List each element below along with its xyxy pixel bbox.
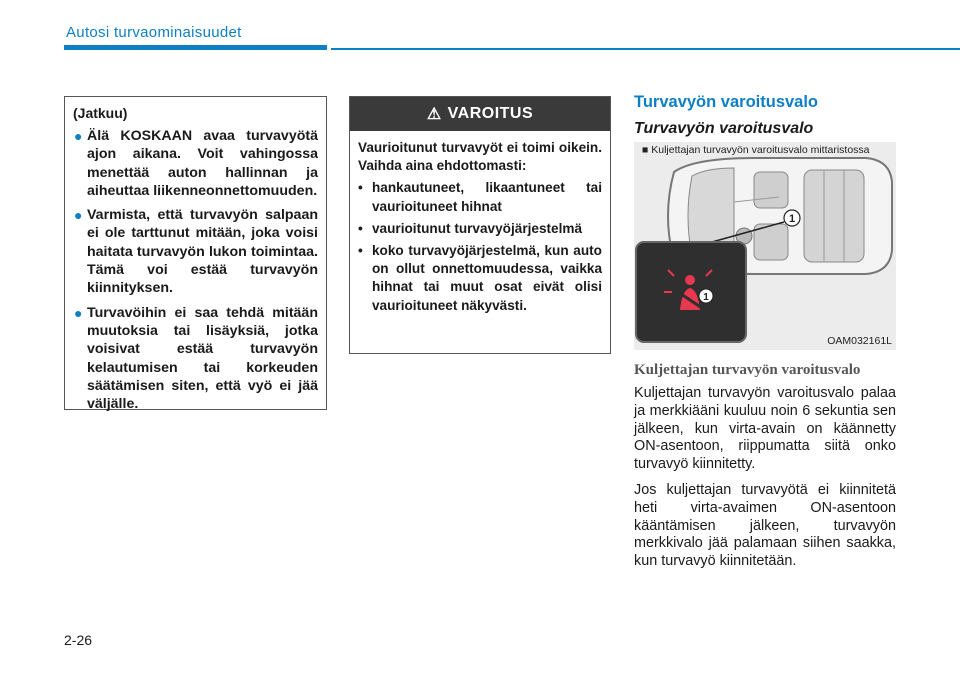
continued-warning-box bbox=[64, 96, 327, 413]
paragraph: Kuljettajan turvavyön varoitusvalo palaa ja merkkiääni kuuluu noin 6 sekuntia sen jälkeen, kun virta-avain on käännetty ON-asentoon, riippumatta siitä onko turvavyö kiinnitetty. bbox=[634, 385, 896, 473]
continued-list bbox=[73, 127, 318, 413]
seatbelt-figure bbox=[634, 142, 896, 350]
page-number: 2-26 bbox=[64, 632, 93, 648]
bullet-icon: • bbox=[358, 243, 363, 259]
warning-header-label: VAROITUS bbox=[447, 105, 534, 122]
warning-box bbox=[349, 96, 611, 354]
list-item: ● Turvavöihin ei saa tehdä mitään muutoksia tai lisäyksiä, jotka voisivat estää turvavyön kelautumisen tai korkeuden säätämisen siten, että vyö ei jää väljälle. bbox=[74, 304, 318, 413]
continued-label: (Jatkuu) bbox=[73, 105, 128, 121]
bullet-icon: ● bbox=[74, 128, 83, 144]
list-item: • vaurioitunut turvavyöjärjestelmä bbox=[358, 220, 602, 238]
list-item: • hankautuneet, likaantuneet tai vaurioituneet hihnat bbox=[358, 180, 602, 214]
bullet-icon: ● bbox=[74, 207, 83, 224]
list-item: ● Varmista, että turvavyön salpaan ei ole tarttunut mitään, joka voisi haitata turvavyön lukon toimintaa. Tämä voi estää turvavyön kiinnityksen. bbox=[74, 207, 318, 297]
paragraph: Jos kuljettajan turvavyötä ei kiinnitetä heti virta-avaimen ON-asentoon kääntämisen jälkeen, turvavyön merkkivalo jää palamaan siihen saakka, kun turvavyö kiinnitetään. bbox=[634, 481, 896, 570]
section-title: Turvavyön varoitusvalo bbox=[634, 93, 819, 111]
warning-intro: Vaurioitunut turvavyöt ei toimi oikein. Vaihda aina ehdottomasti: bbox=[358, 140, 602, 174]
driver-seatbelt-title: Kuljettajan turvavyön varoitusvalo bbox=[634, 362, 861, 378]
header-rule-thin bbox=[331, 48, 960, 50]
list-item: • koko turvavyöjärjestelmä, kun auto on ollut onnettomuudessa, vaikka hihnat tai muut osat eivät olisi vaurioituneet näkyvästi. bbox=[358, 243, 602, 313]
warning-list bbox=[350, 179, 610, 314]
body-text bbox=[634, 385, 896, 579]
header-rule-thick bbox=[64, 45, 327, 50]
svg-text:1: 1 bbox=[703, 292, 709, 303]
bullet-icon: • bbox=[358, 220, 363, 236]
figure-code: OAM032161L bbox=[827, 335, 892, 347]
warning-header bbox=[350, 97, 610, 131]
bullet-icon: ● bbox=[74, 304, 83, 321]
warning-triangle-icon: ⚠ bbox=[426, 106, 442, 123]
subsection-title: Turvavyön varoitusvalo bbox=[634, 120, 814, 137]
car-interior-illustration bbox=[634, 142, 896, 350]
figure-caption: ■ Kuljettajan turvavyön varoitusvalo mittaristossa bbox=[642, 144, 870, 156]
svg-text:1: 1 bbox=[788, 213, 796, 225]
page-header-title: Autosi turvaominaisuudet bbox=[66, 24, 242, 41]
bullet-icon: • bbox=[358, 180, 363, 196]
list-item: ● Älä KOSKAAN avaa turvavyötä ajon aikana. Voit vahingossa menettää auton hallinnan ja aiheuttaa liikenneonnettomuuden. bbox=[74, 128, 318, 199]
